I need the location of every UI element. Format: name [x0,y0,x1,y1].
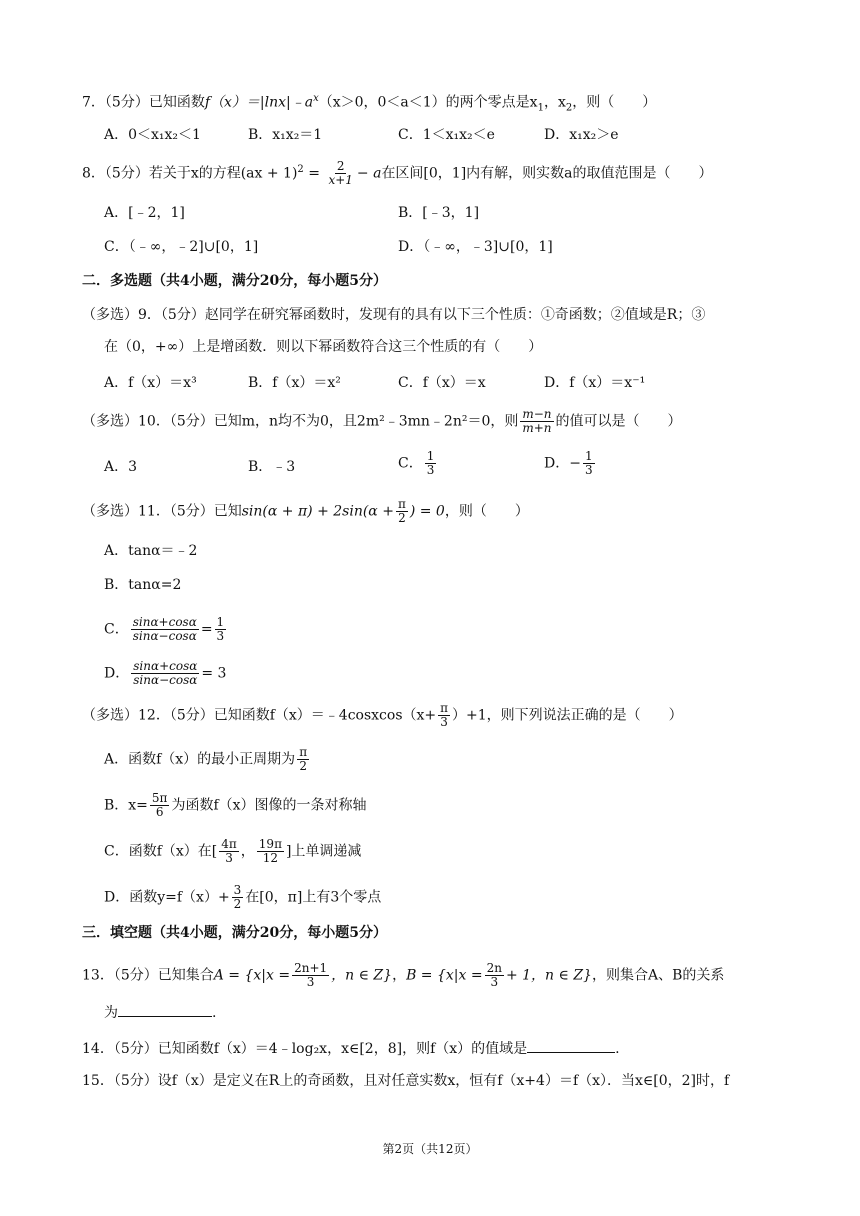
q15-stem: 15．（5分）设f（x）是定义在R上的奇函数，且对任意实数x，恒有f（x+4）＝f（x）．当x∈[0，2]时，f [82,1073,730,1089]
q12-option-b-fraction [150,792,170,819]
q12-option-a-fraction [297,746,309,773]
q7-stem-e: ，则（ ） [572,94,657,111]
q12-option-a[interactable] [104,746,311,773]
q11-frac-num: π [397,497,406,511]
q12-option-c-num2: 19π [258,837,282,851]
q9-option-c[interactable]: C．f（x）＝x [398,375,486,391]
q11-stem-b: ，则（ ） [444,503,529,520]
q11-option-d-eq: = 3 [201,665,227,682]
q11-stem-a: （多选）11．（5分）已知 [82,503,242,520]
q13-answer-blank[interactable] [118,1002,212,1017]
q11-option-c-rhs-num: 1 [216,615,225,629]
q12-frac-num: π [440,701,449,715]
q11-option-d-num: sinα+cosα [133,659,198,673]
q10-option-c-fraction [425,450,437,477]
q7-stem-d: ，x [543,94,566,111]
q7-option-b[interactable]: B．x₁x₂＝1 [248,127,323,143]
q12-option-c-text: C．函数f（x）在[ [104,843,218,860]
q7-sub2: 2 [565,102,573,114]
q7-sub1: 1 [537,102,544,114]
q11-option-c[interactable] [104,616,228,643]
q10-fraction [520,408,553,435]
q11-option-c-num: sinα+cosα [132,615,197,629]
q8-option-a[interactable]: A．[﹣2，1] [104,205,185,221]
q11-option-d-label: D． [104,665,130,682]
q13-set-b-pre: B = {x|x = [406,967,483,984]
q8-stem [82,160,713,187]
q14-end: . [615,1041,620,1057]
q12-stem-a: （多选）12．（5分）已知函数f（x）＝﹣4cosxcos（x+ [82,707,437,724]
q8-stem-b: − a [356,165,382,182]
q12-option-c[interactable] [104,838,361,865]
q13-line2-pre: 为 [104,1005,118,1021]
q12-option-c-post: ]上单调递减 [285,843,362,860]
q11-option-b[interactable]: B．tanα=2 [104,577,182,593]
q11-math-a: sin(α + π) + 2sin(α + [241,503,394,520]
q12-option-b[interactable] [104,792,367,819]
q12-option-a-den: 2 [299,759,307,773]
q12-option-b-num: 5π [151,791,168,805]
q7-stem-c: （x＞0，0＜a＜1）的两个零点是x [318,94,538,111]
q11-option-c-label: C． [104,621,129,638]
q11-math-b: ) = 0 [409,503,445,520]
q10-option-d[interactable] [544,450,597,477]
q12-option-b-text: B．x= [104,797,148,814]
q12-option-c-den2: 12 [262,851,279,865]
q14-answer-blank[interactable] [527,1038,615,1053]
q13-stem [82,962,724,989]
q11-option-d-fraction [131,660,199,687]
q11-fraction [396,498,408,525]
q10-option-c-den: 3 [426,463,435,477]
q12-option-c-mid: ， [240,843,255,860]
q13-set-b-den: 3 [490,975,499,989]
q7-func: f（x）＝|lnx|﹣a [204,94,314,111]
q12-stem [82,702,683,729]
q11-option-d[interactable] [104,660,226,687]
q14-stem [82,1038,620,1058]
q9-option-b[interactable]: B．f（x）＝x² [248,375,341,391]
q11-option-c-rhs-den: 3 [216,629,225,643]
q14-stem-text: 14．（5分）已知函数f（x）＝4﹣log₂x，x∈[2，8]，则f（x）的值域是 [82,1041,528,1057]
q9-option-d[interactable]: D．f（x）＝x⁻¹ [544,375,646,391]
q10-option-d-num: 1 [584,449,593,463]
q7-sup: x [313,93,319,104]
q13-set-a-post: ，n ∈ Z} [331,967,393,984]
q11-option-c-fraction [131,616,199,643]
q12-frac-den: 3 [440,715,448,729]
q8-option-d[interactable]: D．（﹣∞，﹣3]∪[0，1] [398,239,553,255]
q13-line2-post: . [212,1005,217,1021]
q13-sep: ， [392,967,407,984]
q11-stem [82,498,529,525]
q12-option-d-text: D．函数y=f（x）+ [104,889,230,906]
q7-stem-a: 7．（5分）已知函数 [82,94,205,111]
q11-option-a[interactable]: A．tanα＝﹣2 [104,543,198,559]
q12-option-b-den: 6 [155,805,164,819]
q13-stem-b: ，则集合A、B的关系 [591,967,725,984]
q12-option-d-post: 在[0，π]上有3个零点 [245,889,382,906]
q13-line2 [104,1002,216,1022]
q10-option-d-label: D．− [544,455,581,472]
q10-option-b[interactable]: B．﹣3 [248,459,296,475]
q11-option-c-rhs [215,616,227,643]
q10-option-d-den: 3 [584,463,593,477]
q9-stem-line2: 在（0，+∞）上是增函数．则以下幂函数符合这三个性质的有（ ） [104,339,543,355]
q10-stem-a: （多选）10．（5分）已知m，n均不为0，且2m²﹣3mn﹣2n²＝0，则 [82,413,519,430]
q8-stem-c: 在区间[0，1]内有解，则实数a的取值范围是（ ） [381,165,713,182]
q10-stem [82,408,682,435]
q13-set-a-den: 3 [306,975,315,989]
q12-option-d-num: 3 [233,883,242,897]
q13-set-a-num: 2n+1 [294,961,328,975]
q12-option-d-den: 2 [233,897,242,911]
q12-option-b-post: 为函数f（x）图像的一条对称轴 [171,797,367,814]
q9-stem-line1: （多选）9．（5分）赵同学在研究幂函数时，发现有的具有以下三个性质：①奇函数；②值域是R；③ [82,307,706,323]
q9-option-a[interactable]: A．f（x）＝x³ [104,375,197,391]
q12-option-a-text: A．函数f（x）的最小正周期为 [104,751,296,768]
section-title-fill-blank: 三．填空题（共4小题，满分20分，每小题5分） [82,925,387,941]
q13-set-b-num: 2n [486,961,502,975]
q12-option-c-num1: 4π [221,837,237,851]
q8-option-c[interactable]: C．（﹣∞，﹣2]∪[0，1] [104,239,259,255]
q10-option-c-label: C． [398,455,423,472]
q12-stem-b: ）+1，则下列说法正确的是（ ） [452,707,683,724]
q10-option-a[interactable]: A．3 [104,459,138,475]
q8-frac-den: x+1 [328,173,353,187]
page-footer: 第2页（共12页） [382,1142,478,1156]
q10-option-c[interactable] [398,450,438,477]
q11-option-c-den: sinα−cosα [132,629,197,643]
q12-option-c-den1: 3 [225,851,233,865]
q13-set-a-fraction [292,962,329,989]
q8-stem-a: 8．（5分）若关于x的方程(ax + 1) [82,165,298,182]
q10-option-d-fraction [583,450,595,477]
q10-option-c-num: 1 [426,449,435,463]
q7-option-a[interactable]: A．0＜x₁x₂＜1 [104,127,201,143]
q11-option-d-den: sinα−cosα [133,673,198,687]
q8-frac-num: 2 [336,159,345,173]
q12-option-d-fraction [232,884,244,911]
q8-option-b[interactable]: B．[﹣3，1] [398,205,480,221]
q12-option-c-fraction1 [219,838,239,865]
q8-sup: 2 [297,163,304,175]
q11-frac-den: 2 [398,511,406,525]
q13-set-a-pre: A = {x|x = [213,967,291,984]
q10-frac-den: m+n [522,421,552,435]
q8-fraction [326,160,354,187]
q12-option-c-fraction2 [257,838,284,865]
q12-option-a-num: π [299,745,308,759]
q10-frac-num: m−n [522,407,552,421]
q7-option-d[interactable]: D．x₁x₂＞e [544,127,619,143]
q8-eq: = [303,165,325,182]
q13-set-b-post: + 1，n ∈ Z} [505,967,592,984]
q7-stem [82,90,656,117]
q12-option-d[interactable] [104,884,381,911]
q12-fraction [438,702,450,729]
q7-option-c[interactable]: C．1＜x₁x₂＜e [398,127,495,143]
q13-set-b-fraction [485,962,504,989]
q13-stem-a: 13．（5分）已知集合 [82,967,214,984]
q11-option-c-eq: = [200,621,213,638]
section-title-multi-choice: 二．多选题（共4小题，满分20分，每小题5分） [82,273,387,289]
q10-stem-b: 的值可以是（ ） [555,413,682,430]
